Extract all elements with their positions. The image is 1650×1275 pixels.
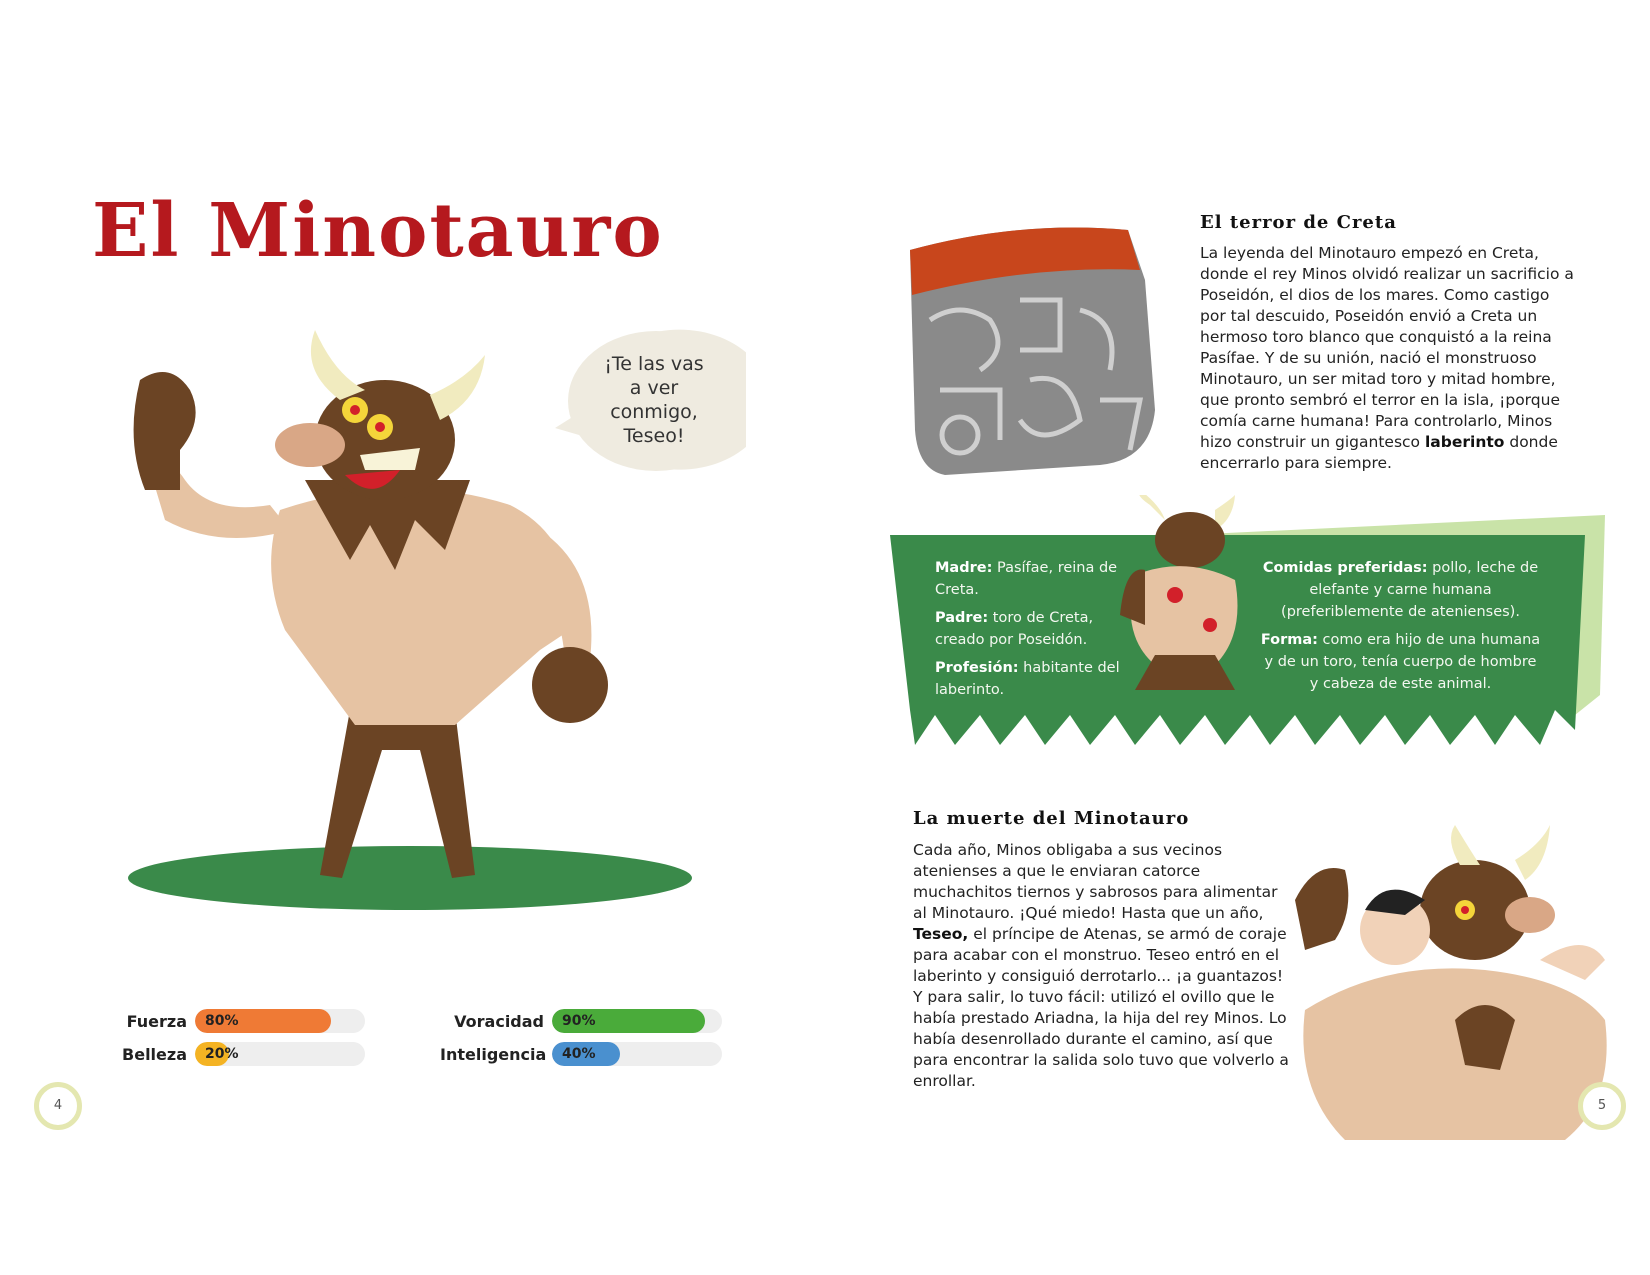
stat-fill xyxy=(552,1042,620,1066)
section-heading-muerte: La muerte del Minotauro xyxy=(913,808,1190,829)
stat-bar-fuerza xyxy=(195,1009,365,1033)
stat-fill xyxy=(552,1009,705,1033)
section-text-terror xyxy=(1200,243,1575,474)
labyrinth-illustration xyxy=(900,220,1170,480)
paragraph-text: el príncipe de Atenas, se armó de coraje para acabar con el monstruo. Teseo entró en el laberinto y consiguió derrotarlo... ¡a guantazos! Y para salir, lo tuvo fácil: utilizó el ovillo que le había prestado Ariadna, la hija del rey Minos. Lo había desenrollado durante el camino, así que para encontrar la salida solo tuvo que volverlo a enrollar. xyxy=(913,925,1289,1090)
stat-label-inteligencia: Inteligencia xyxy=(440,1045,547,1064)
paragraph-text: Cada año, Minos obligaba a sus vecinos atenienses a que le enviaran catorce muchachitos tiernos y sabrosos para alimentar al Minotauro. ¡Qué miedo! Hasta que un año, xyxy=(913,841,1278,922)
info-label: Comidas preferidas: xyxy=(1262,560,1428,576)
info-profesion xyxy=(935,657,1125,701)
speech-bubble-text: ¡Te las vas a ver conmigo, Teseo! xyxy=(604,353,704,447)
stats-panel xyxy=(100,1009,740,1069)
section-heading-terror: El terror de Creta xyxy=(1200,212,1397,233)
page-title: El Minotauro xyxy=(92,188,664,274)
info-label: Profesión: xyxy=(935,660,1019,676)
theseus-fight-illustration xyxy=(1285,820,1625,1150)
stat-value: 80% xyxy=(205,1013,239,1029)
info-value: toro de Creta, creado por Poseidón. xyxy=(935,610,1094,648)
info-value: pollo, leche de elefante y carne humana (preferiblemente de atenienses). xyxy=(1281,560,1539,620)
bold-term: Teseo, xyxy=(913,925,969,943)
info-value: Pasífae, reina de Creta. xyxy=(935,560,1118,598)
info-label: Madre: xyxy=(935,560,993,576)
stat-label-fuerza: Fuerza xyxy=(126,1012,187,1031)
info-padre xyxy=(935,607,1110,651)
info-label: Forma: xyxy=(1260,632,1318,648)
info-label: Padre: xyxy=(935,610,989,626)
page-number-left: 4 xyxy=(34,1082,82,1130)
stat-fill xyxy=(195,1009,331,1033)
paragraph-text: donde encerrarlo para siempre. xyxy=(1200,433,1558,472)
info-forma xyxy=(1258,629,1543,695)
stat-label-belleza: Belleza xyxy=(122,1045,187,1064)
info-comidas xyxy=(1258,557,1543,623)
stat-bar-voracidad xyxy=(552,1009,722,1033)
info-value: como era hijo de una humana y de un toro, tenía cuerpo de hombre y cabeza de este animal. xyxy=(1264,632,1541,692)
stat-bar-inteligencia xyxy=(552,1042,722,1066)
stat-value: 90% xyxy=(562,1013,596,1029)
stat-value: 20% xyxy=(205,1046,239,1062)
page-number-right: 5 xyxy=(1578,1082,1626,1130)
info-madre xyxy=(935,557,1135,601)
info-value: habitante del laberinto. xyxy=(935,660,1120,698)
stat-fill xyxy=(195,1042,239,1066)
stat-value: 40% xyxy=(562,1046,596,1062)
paragraph-text: La leyenda del Minotauro empezó en Creta, donde el rey Minos olvidó realizar un sacrificio a Poseidón, el dios de los mares. Como castigo por tal descuido, Poseidón envió a Creta un hermoso toro blanco que conquistó a la reina Pasífae. Y de su unión, nació el monstruoso Minotauro, un ser mitad toro y mitad hombre, que pronto sembró el terror en la isla, ¡porque comía carne humana! Para controlarlo, Minos hizo construir un gigantesco xyxy=(1200,244,1574,451)
stat-bar-belleza xyxy=(195,1042,365,1066)
section-text-muerte xyxy=(913,840,1293,1092)
bold-term: laberinto xyxy=(1424,433,1505,451)
stat-label-voracidad: Voracidad xyxy=(454,1012,544,1031)
